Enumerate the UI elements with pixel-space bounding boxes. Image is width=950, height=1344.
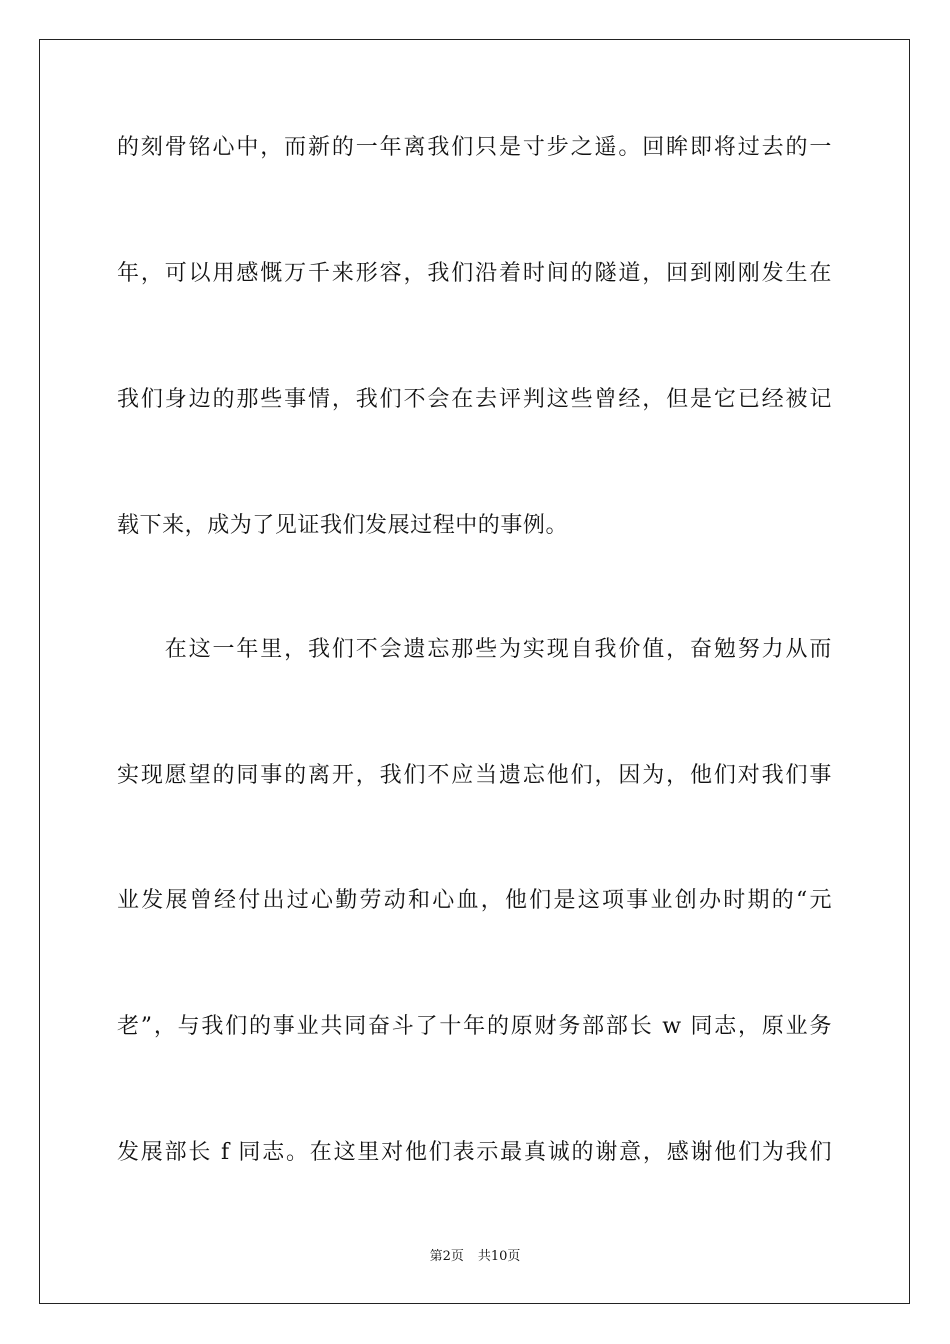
page-footer [0, 1248, 950, 1266]
body-text-line: 业发展曾经付出过心勤劳动和心血，他们是这项事业创办时期的“元 [117, 888, 832, 913]
body-text-line: 老”，与我们的事业共同奋斗了十年的原财务部部长 w 同志，原业务 [117, 1014, 832, 1039]
body-text-line: 载下来，成为了见证我们发展过程中的事例。 [117, 513, 569, 538]
page-border [39, 39, 910, 1304]
paragraph-first-line: 在这一年里，我们不会遗忘那些为实现自我价值，奋勉努力从而 [117, 637, 832, 662]
body-text-line: 年，可以用感慨万千来形容，我们沿着时间的隧道，回到刚刚发生在 [117, 261, 832, 286]
body-text-line: 的刻骨铭心中，而新的一年离我们只是寸步之遥。回眸即将过去的一 [117, 135, 832, 160]
body-text-line: 发展部长 f 同志。在这里对他们表示最真诚的谢意，感谢他们为我们 [117, 1140, 832, 1165]
page-number: 第2页 [429, 1249, 464, 1264]
body-text-line: 实现愿望的同事的离开，我们不应当遗忘他们，因为，他们对我们事 [117, 763, 832, 788]
body-text-line: 我们身边的那些事情，我们不会在去评判这些曾经，但是它已经被记 [117, 387, 832, 412]
page-total: 共10页 [477, 1249, 521, 1264]
